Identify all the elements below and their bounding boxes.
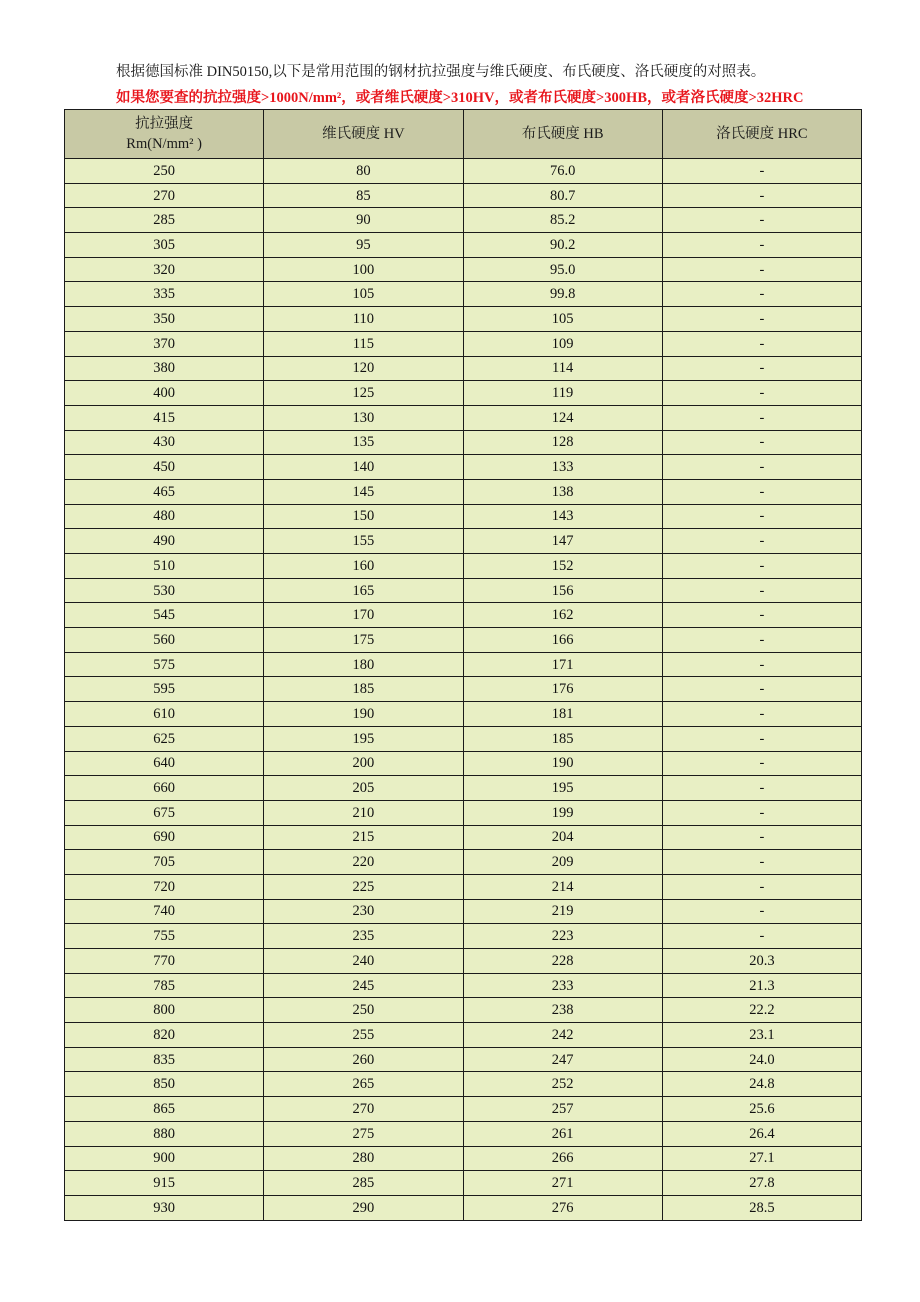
vickers-cell: 80 bbox=[264, 159, 463, 184]
vickers-cell: 145 bbox=[264, 479, 463, 504]
tensile-strength-cell: 770 bbox=[65, 949, 264, 974]
rockwell-cell: 24.0 bbox=[662, 1047, 861, 1072]
header-vickers: 维氏硬度 HV bbox=[264, 110, 463, 159]
vickers-cell: 215 bbox=[264, 825, 463, 850]
table-row bbox=[65, 603, 862, 628]
rockwell-cell: 23.1 bbox=[662, 1023, 861, 1048]
rockwell-cell: - bbox=[662, 381, 861, 406]
vickers-cell: 200 bbox=[264, 751, 463, 776]
table-row bbox=[65, 381, 862, 406]
table-row bbox=[65, 307, 862, 332]
vickers-cell: 115 bbox=[264, 331, 463, 356]
rockwell-cell: - bbox=[662, 455, 861, 480]
vickers-cell: 205 bbox=[264, 776, 463, 801]
tensile-strength-cell: 250 bbox=[65, 159, 264, 184]
tensile-strength-cell: 490 bbox=[65, 529, 264, 554]
vickers-cell: 95 bbox=[264, 233, 463, 258]
table-row bbox=[65, 998, 862, 1023]
table-row bbox=[65, 356, 862, 381]
tensile-strength-cell: 350 bbox=[65, 307, 264, 332]
rockwell-cell: - bbox=[662, 677, 861, 702]
header-row bbox=[65, 110, 862, 159]
tensile-strength-cell: 915 bbox=[65, 1171, 264, 1196]
brinell-cell: 114 bbox=[463, 356, 662, 381]
tensile-strength-cell: 270 bbox=[65, 183, 264, 208]
tensile-strength-cell: 675 bbox=[65, 800, 264, 825]
rockwell-cell: - bbox=[662, 504, 861, 529]
vickers-cell: 210 bbox=[264, 800, 463, 825]
rockwell-cell: - bbox=[662, 924, 861, 949]
hardness-conversion-table bbox=[64, 109, 862, 1221]
rockwell-cell: - bbox=[662, 628, 861, 653]
table-row bbox=[65, 1171, 862, 1196]
table-row bbox=[65, 282, 862, 307]
brinell-cell: 242 bbox=[463, 1023, 662, 1048]
brinell-cell: 257 bbox=[463, 1097, 662, 1122]
vickers-cell: 265 bbox=[264, 1072, 463, 1097]
brinell-cell: 181 bbox=[463, 702, 662, 727]
tensile-strength-cell: 865 bbox=[65, 1097, 264, 1122]
table-row bbox=[65, 331, 862, 356]
brinell-cell: 99.8 bbox=[463, 282, 662, 307]
table-row bbox=[65, 949, 862, 974]
table-row bbox=[65, 628, 862, 653]
vickers-cell: 275 bbox=[264, 1121, 463, 1146]
tensile-strength-cell: 415 bbox=[65, 405, 264, 430]
table-row bbox=[65, 899, 862, 924]
vickers-cell: 120 bbox=[264, 356, 463, 381]
tensile-strength-cell: 930 bbox=[65, 1195, 264, 1220]
vickers-cell: 190 bbox=[264, 702, 463, 727]
vickers-cell: 110 bbox=[264, 307, 463, 332]
brinell-cell: 90.2 bbox=[463, 233, 662, 258]
tensile-strength-cell: 545 bbox=[65, 603, 264, 628]
table-row bbox=[65, 702, 862, 727]
rockwell-cell: 20.3 bbox=[662, 949, 861, 974]
rockwell-cell: - bbox=[662, 702, 861, 727]
tensile-strength-cell: 380 bbox=[65, 356, 264, 381]
header-rockwell: 洛氏硬度 HRC bbox=[662, 110, 861, 159]
rockwell-cell: - bbox=[662, 874, 861, 899]
table-row bbox=[65, 233, 862, 258]
table-row bbox=[65, 504, 862, 529]
header-brinell: 布氏硬度 HB bbox=[463, 110, 662, 159]
tensile-strength-cell: 835 bbox=[65, 1047, 264, 1072]
brinell-cell: 209 bbox=[463, 850, 662, 875]
brinell-cell: 266 bbox=[463, 1146, 662, 1171]
vickers-cell: 135 bbox=[264, 430, 463, 455]
table-row bbox=[65, 479, 862, 504]
brinell-cell: 276 bbox=[463, 1195, 662, 1220]
rockwell-cell: - bbox=[662, 899, 861, 924]
table-row bbox=[65, 751, 862, 776]
vickers-cell: 235 bbox=[264, 924, 463, 949]
tensile-strength-cell: 800 bbox=[65, 998, 264, 1023]
table-row bbox=[65, 825, 862, 850]
tensile-strength-cell: 690 bbox=[65, 825, 264, 850]
table-row bbox=[65, 455, 862, 480]
tensile-strength-cell: 820 bbox=[65, 1023, 264, 1048]
rockwell-cell: 28.5 bbox=[662, 1195, 861, 1220]
vickers-cell: 185 bbox=[264, 677, 463, 702]
tensile-strength-cell: 625 bbox=[65, 726, 264, 751]
brinell-cell: 214 bbox=[463, 874, 662, 899]
brinell-cell: 271 bbox=[463, 1171, 662, 1196]
table-row bbox=[65, 677, 862, 702]
table-row bbox=[65, 1047, 862, 1072]
vickers-cell: 160 bbox=[264, 554, 463, 579]
vickers-cell: 125 bbox=[264, 381, 463, 406]
header-tensile-label: 抗拉强度 bbox=[135, 116, 194, 132]
tensile-strength-cell: 595 bbox=[65, 677, 264, 702]
vickers-cell: 180 bbox=[264, 652, 463, 677]
table-row bbox=[65, 973, 862, 998]
rockwell-cell: - bbox=[662, 307, 861, 332]
table-row bbox=[65, 1121, 862, 1146]
table-row bbox=[65, 430, 862, 455]
brinell-cell: 185 bbox=[463, 726, 662, 751]
table-row bbox=[65, 652, 862, 677]
table-row bbox=[65, 726, 862, 751]
tensile-strength-cell: 480 bbox=[65, 504, 264, 529]
table-header bbox=[65, 110, 862, 159]
header-tensile-strength bbox=[65, 110, 264, 159]
table-row bbox=[65, 776, 862, 801]
brinell-cell: 138 bbox=[463, 479, 662, 504]
table-row bbox=[65, 159, 862, 184]
tensile-strength-cell: 305 bbox=[65, 233, 264, 258]
brinell-cell: 156 bbox=[463, 578, 662, 603]
vickers-cell: 150 bbox=[264, 504, 463, 529]
tensile-strength-cell: 370 bbox=[65, 331, 264, 356]
table-row bbox=[65, 529, 862, 554]
rockwell-cell: - bbox=[662, 529, 861, 554]
rockwell-cell: - bbox=[662, 233, 861, 258]
vickers-cell: 100 bbox=[264, 257, 463, 282]
table-body bbox=[65, 159, 862, 1221]
tensile-strength-cell: 285 bbox=[65, 208, 264, 233]
table-row bbox=[65, 800, 862, 825]
warning-text: 如果您要查的抗拉强度>1000N/mm²，或者维氏硬度>310HV，或者布氏硬度>300HB，或者洛氏硬度>32HRC bbox=[116, 90, 804, 106]
table-row bbox=[65, 554, 862, 579]
tensile-strength-cell: 320 bbox=[65, 257, 264, 282]
brinell-cell: 76.0 bbox=[463, 159, 662, 184]
tensile-strength-cell: 465 bbox=[65, 479, 264, 504]
brinell-cell: 119 bbox=[463, 381, 662, 406]
rockwell-cell: 24.8 bbox=[662, 1072, 861, 1097]
vickers-cell: 105 bbox=[264, 282, 463, 307]
brinell-cell: 204 bbox=[463, 825, 662, 850]
rockwell-cell: - bbox=[662, 726, 861, 751]
brinell-cell: 85.2 bbox=[463, 208, 662, 233]
vickers-cell: 250 bbox=[264, 998, 463, 1023]
vickers-cell: 225 bbox=[264, 874, 463, 899]
tensile-strength-cell: 335 bbox=[65, 282, 264, 307]
vickers-cell: 245 bbox=[264, 973, 463, 998]
brinell-cell: 128 bbox=[463, 430, 662, 455]
tensile-strength-cell: 900 bbox=[65, 1146, 264, 1171]
rockwell-cell: 26.4 bbox=[662, 1121, 861, 1146]
rockwell-cell: 25.6 bbox=[662, 1097, 861, 1122]
rockwell-cell: - bbox=[662, 751, 861, 776]
rockwell-cell: 27.8 bbox=[662, 1171, 861, 1196]
table-row bbox=[65, 257, 862, 282]
table-row bbox=[65, 1023, 862, 1048]
rockwell-cell: - bbox=[662, 282, 861, 307]
brinell-cell: 171 bbox=[463, 652, 662, 677]
rockwell-cell: 22.2 bbox=[662, 998, 861, 1023]
brinell-cell: 190 bbox=[463, 751, 662, 776]
vickers-cell: 270 bbox=[264, 1097, 463, 1122]
rockwell-cell: 21.3 bbox=[662, 973, 861, 998]
tensile-strength-cell: 755 bbox=[65, 924, 264, 949]
rockwell-cell: - bbox=[662, 257, 861, 282]
table-row bbox=[65, 874, 862, 899]
rockwell-cell: - bbox=[662, 850, 861, 875]
brinell-cell: 219 bbox=[463, 899, 662, 924]
vickers-cell: 85 bbox=[264, 183, 463, 208]
table-row bbox=[65, 405, 862, 430]
table-row bbox=[65, 578, 862, 603]
brinell-cell: 162 bbox=[463, 603, 662, 628]
tensile-strength-cell: 560 bbox=[65, 628, 264, 653]
vickers-cell: 260 bbox=[264, 1047, 463, 1072]
vickers-cell: 130 bbox=[264, 405, 463, 430]
brinell-cell: 233 bbox=[463, 973, 662, 998]
vickers-cell: 140 bbox=[264, 455, 463, 480]
table-row bbox=[65, 1072, 862, 1097]
header-tensile-unit: Rm(N/mm² ) bbox=[126, 136, 202, 152]
rockwell-cell: - bbox=[662, 208, 861, 233]
brinell-cell: 223 bbox=[463, 924, 662, 949]
rockwell-cell: - bbox=[662, 479, 861, 504]
brinell-cell: 166 bbox=[463, 628, 662, 653]
tensile-strength-cell: 740 bbox=[65, 899, 264, 924]
rockwell-cell: - bbox=[662, 652, 861, 677]
rockwell-cell: - bbox=[662, 405, 861, 430]
brinell-cell: 228 bbox=[463, 949, 662, 974]
tensile-strength-cell: 530 bbox=[65, 578, 264, 603]
tensile-strength-cell: 785 bbox=[65, 973, 264, 998]
table-row bbox=[65, 1146, 862, 1171]
vickers-cell: 175 bbox=[264, 628, 463, 653]
intro-text: 根据德国标准 DIN50150,以下是常用范围的钢材抗拉强度与维氏硬度、布氏硬度、洛氏硬度的对照表。 bbox=[116, 64, 766, 80]
brinell-cell: 109 bbox=[463, 331, 662, 356]
brinell-cell: 95.0 bbox=[463, 257, 662, 282]
brinell-cell: 195 bbox=[463, 776, 662, 801]
vickers-cell: 220 bbox=[264, 850, 463, 875]
brinell-cell: 238 bbox=[463, 998, 662, 1023]
brinell-cell: 133 bbox=[463, 455, 662, 480]
rockwell-cell: - bbox=[662, 578, 861, 603]
table-row bbox=[65, 1097, 862, 1122]
table-row bbox=[65, 1195, 862, 1220]
vickers-cell: 290 bbox=[264, 1195, 463, 1220]
rockwell-cell: - bbox=[662, 603, 861, 628]
rockwell-cell: - bbox=[662, 159, 861, 184]
brinell-cell: 261 bbox=[463, 1121, 662, 1146]
vickers-cell: 195 bbox=[264, 726, 463, 751]
tensile-strength-cell: 450 bbox=[65, 455, 264, 480]
brinell-cell: 176 bbox=[463, 677, 662, 702]
vickers-cell: 240 bbox=[264, 949, 463, 974]
table-row bbox=[65, 924, 862, 949]
vickers-cell: 230 bbox=[264, 899, 463, 924]
rockwell-cell: 27.1 bbox=[662, 1146, 861, 1171]
tensile-strength-cell: 510 bbox=[65, 554, 264, 579]
tensile-strength-cell: 575 bbox=[65, 652, 264, 677]
brinell-cell: 199 bbox=[463, 800, 662, 825]
table-row bbox=[65, 850, 862, 875]
brinell-cell: 124 bbox=[463, 405, 662, 430]
vickers-cell: 170 bbox=[264, 603, 463, 628]
rockwell-cell: - bbox=[662, 356, 861, 381]
tensile-strength-cell: 880 bbox=[65, 1121, 264, 1146]
brinell-cell: 252 bbox=[463, 1072, 662, 1097]
vickers-cell: 165 bbox=[264, 578, 463, 603]
table-row bbox=[65, 183, 862, 208]
brinell-cell: 143 bbox=[463, 504, 662, 529]
rockwell-cell: - bbox=[662, 776, 861, 801]
vickers-cell: 280 bbox=[264, 1146, 463, 1171]
brinell-cell: 147 bbox=[463, 529, 662, 554]
rockwell-cell: - bbox=[662, 331, 861, 356]
tensile-strength-cell: 660 bbox=[65, 776, 264, 801]
tensile-strength-cell: 400 bbox=[65, 381, 264, 406]
brinell-cell: 80.7 bbox=[463, 183, 662, 208]
vickers-cell: 90 bbox=[264, 208, 463, 233]
tensile-strength-cell: 640 bbox=[65, 751, 264, 776]
rockwell-cell: - bbox=[662, 183, 861, 208]
brinell-cell: 105 bbox=[463, 307, 662, 332]
rockwell-cell: - bbox=[662, 800, 861, 825]
vickers-cell: 285 bbox=[264, 1171, 463, 1196]
tensile-strength-cell: 705 bbox=[65, 850, 264, 875]
vickers-cell: 255 bbox=[264, 1023, 463, 1048]
rockwell-cell: - bbox=[662, 554, 861, 579]
tensile-strength-cell: 430 bbox=[65, 430, 264, 455]
rockwell-cell: - bbox=[662, 825, 861, 850]
table-row bbox=[65, 208, 862, 233]
tensile-strength-cell: 850 bbox=[65, 1072, 264, 1097]
brinell-cell: 152 bbox=[463, 554, 662, 579]
rockwell-cell: - bbox=[662, 430, 861, 455]
vickers-cell: 155 bbox=[264, 529, 463, 554]
tensile-strength-cell: 610 bbox=[65, 702, 264, 727]
tensile-strength-cell: 720 bbox=[65, 874, 264, 899]
brinell-cell: 247 bbox=[463, 1047, 662, 1072]
